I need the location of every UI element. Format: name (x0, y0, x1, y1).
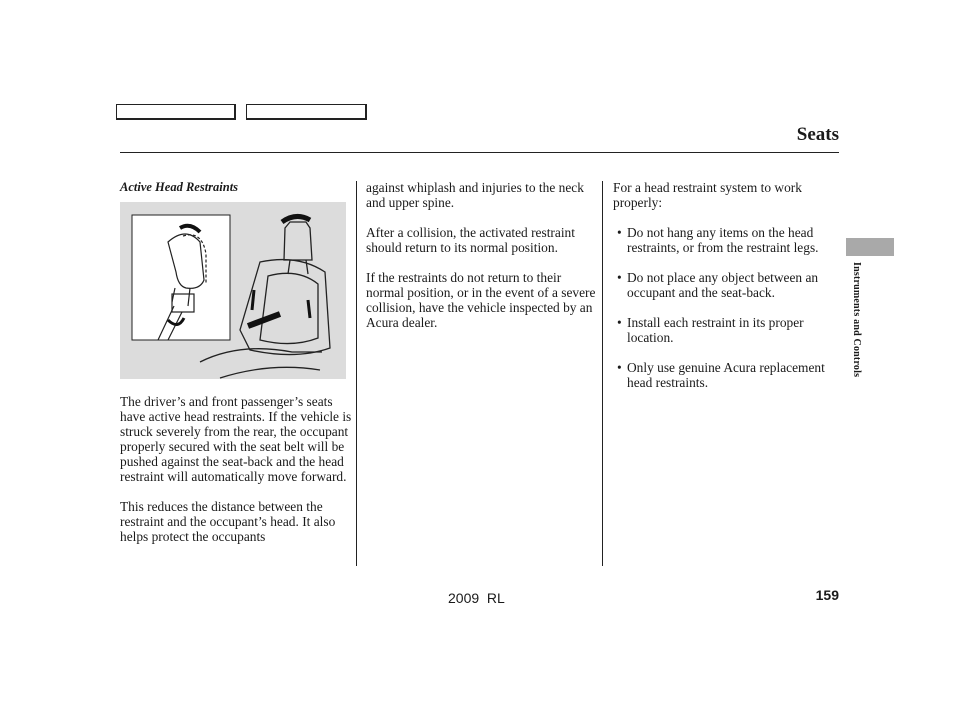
body-paragraph: against whiplash and injuries to the neck and upper spine. (366, 180, 584, 210)
bullet-list (613, 225, 841, 390)
list-item (613, 360, 841, 390)
bullet-icon: • (617, 225, 622, 240)
column-divider (602, 181, 603, 566)
list-item (613, 315, 841, 345)
body-paragraph: If the restraints do not return to their normal position, or in the event of a severe collision, have the vehicle inspected by an Acura dealer. (366, 270, 596, 330)
bullet-icon: • (617, 270, 622, 285)
list-item (613, 270, 841, 300)
list-item-text: Only use genuine Acura replacement head restraints. (627, 360, 825, 390)
seat-diagram-svg (120, 202, 346, 379)
bullet-icon: • (617, 360, 622, 375)
nav-box-right[interactable] (246, 104, 367, 120)
body-paragraph: After a collision, the activated restraint should return to its normal position. (366, 225, 575, 255)
column-divider (356, 181, 357, 566)
column-1 (120, 180, 352, 559)
column-3 (613, 180, 841, 405)
section-heading: Active Head Restraints (120, 180, 239, 194)
bullet-icon: • (617, 315, 622, 330)
nav-box-left[interactable] (116, 104, 236, 120)
page-title: Seats (796, 124, 839, 145)
body-paragraph: This reduces the distance between the restraint and the occupant’s head. It also helps protect the occupants (120, 499, 336, 544)
list-item-text: Do not place any object between an occupant and the seat-back. (627, 270, 819, 300)
section-side-label: Instruments and Controls (851, 262, 862, 378)
column-2 (366, 180, 596, 345)
section-tab (846, 238, 894, 256)
page-number: 159 (815, 587, 839, 603)
body-paragraph: The driver’s and front passenger’s seats have active head restraints. If the vehicle is struck severely from the rear, the occupant properly secured with the seat belt will be pushed against the seat-back and the head restraint will automatically move forward. (120, 394, 352, 484)
list-item-text: Do not hang any items on the head restraints, or from the restraint legs. (627, 225, 819, 255)
title-rule (120, 152, 839, 153)
list-item (613, 225, 841, 255)
footer-model: 2009 RL (448, 590, 505, 606)
body-paragraph: For a head restraint system to work properly: (613, 180, 802, 210)
head-restraint-illustration (120, 202, 346, 379)
list-item-text: Install each restraint in its proper location. (627, 315, 804, 345)
